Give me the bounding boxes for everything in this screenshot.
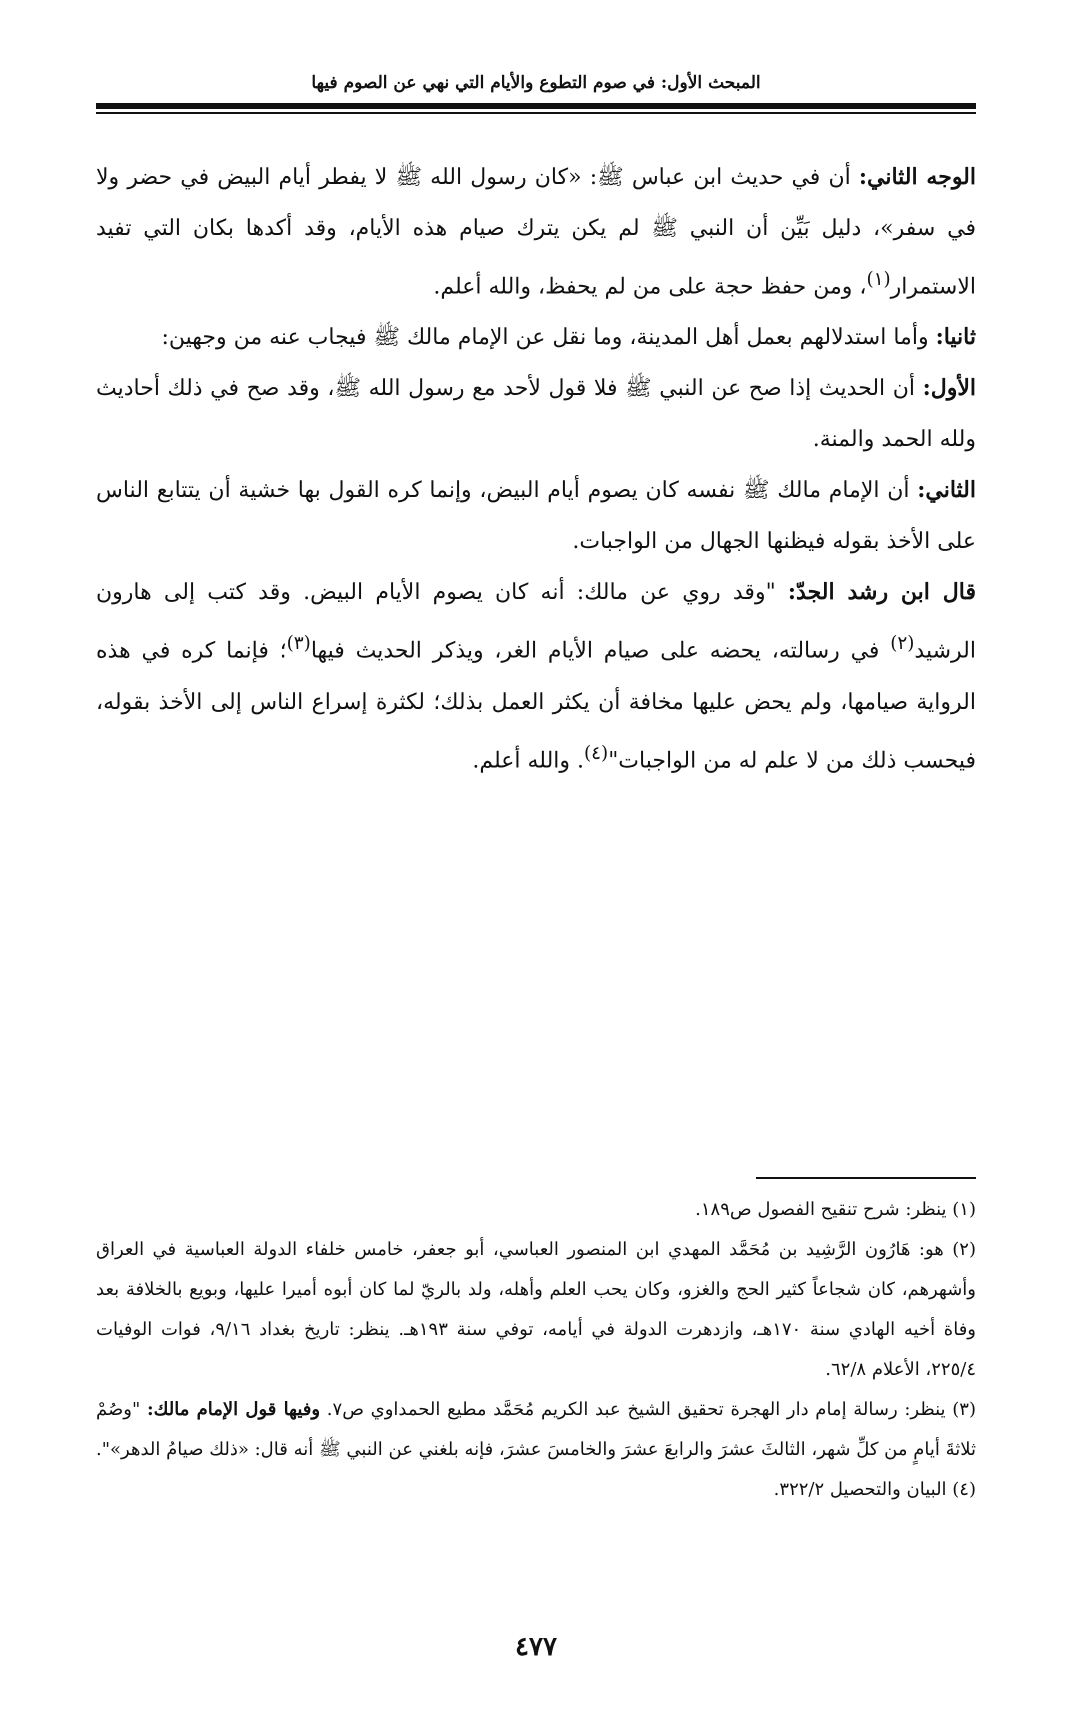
footnote-4: (٤) البيان والتحصيل ٣٢٢/٢. xyxy=(773,1479,976,1500)
paragraph-3-lead: الأول: xyxy=(922,375,976,402)
paragraph-1-lead: الوجه الثاني: xyxy=(858,164,976,190)
paragraph-2-lead: ثانيا: xyxy=(935,324,976,351)
paragraph-1-text-end: ، ومن حفظ حجة على من لم يحفظ، والله أعلم. xyxy=(433,274,867,300)
page-number: ٤٧٧ xyxy=(515,1632,557,1662)
footnote-3-quote: "وصُمْ ثلاثةَ أيامٍ من كلِّ شهر، الثالثَ عشرَ والرابعَ عشرَ والخامسَ عشرَ، فإنه بلغني عن النبي ﷺ أنه قال: «ذلك صيامُ الدهر»". xyxy=(96,1399,976,1460)
paragraph-4-text: أن الإمام مالك ﷺ نفسه كان يصوم أيام البيض، وإنما كره القول بها خشية أن يتتابع الناس على الأخذ بقوله فيظنها الجهال من الواجبات. xyxy=(96,478,976,555)
paragraph-2-text: وأما استدلالهم بعمل أهل المدينة، وما نقل عن الإمام مالك ﷺ فيجاب عنه من وجهين: xyxy=(161,325,929,351)
footnote-2: (٢) هو: هَارُون الرَّشِيد بن مُحَمَّد المهدي ابن المنصور العباسي، أبو جعفر، خامس خلفاء الدولة العباسية في العراق وأشهرهم، كان شجاعاً كثير الحج والغزو، وكان يحب العلم وأهله، ولد بالريّ لما كان أبوه أميرا عليها، وبويع بالخلافة بعد وفاة أخيه الهادي سنة ١٧٠هـ، وازدهرت الدولة في أيامه، توفي سنة ١٩٣هـ. ينظر: تاريخ بغداد ٩/١٦، فوات الوفيات ٢٢٥/٤، الأعلام ٦٢/٨. xyxy=(96,1239,977,1380)
footnote-3-bold: وفيها قول الإمام مالك: xyxy=(146,1399,321,1420)
footnote-1: (١) ينظر: شرح تنقيح الفصول ص١٨٩. xyxy=(695,1199,976,1220)
paragraph-4 xyxy=(96,465,976,567)
running-header: المبحث الأول: في صوم التطوع والأيام التي نهي عن الصوم فيها xyxy=(311,73,761,93)
header-rule-thick xyxy=(96,103,976,109)
paragraph-5-text-4: . والله أعلم. xyxy=(472,747,585,773)
paragraph-5-text-3: ؛ فإنما كره في هذه الرواية صيامها، ولم يحض عليها مخافة أن يكثر العمل بذلك؛ لكثرة إسراع الناس إلى الأخذ بقوله، فيحسب ذلك من لا علم له من الواجبات" xyxy=(96,638,976,773)
footnotes xyxy=(96,1190,976,1510)
footnote-ref-3: (٣) xyxy=(286,633,311,655)
footnote-ref-1: (١) xyxy=(866,269,891,290)
paragraph-5-text-1: "وقد روي عن مالك: أنه كان يصوم الأيام البيض. وقد كتب إلى هارون الرشيد xyxy=(96,580,976,664)
footnote-ref-2: (٢) xyxy=(890,633,915,655)
paragraph-2 xyxy=(96,312,976,363)
header-rule-thin xyxy=(96,112,976,114)
paragraph-1-text: أن في حديث ابن عباس ﷺ: «كان رسول الله ﷺ لا يفطر أيام البيض في حضر ولا في سفر»، دليل بَيِّن أن النبي ﷺ لم يكن يترك صيام هذه الأيام، وقد أكدها بكان التي تفيد الاستمرار xyxy=(96,165,976,300)
paragraph-3 xyxy=(96,363,976,465)
footnote-separator xyxy=(756,1177,976,1179)
paragraph-5-text-2: في رسالته، يحضه على صيام الأيام الغر، ويذكر الحديث فيها xyxy=(310,638,891,664)
paragraph-5 xyxy=(96,567,976,786)
footnote-ref-4: (٤) xyxy=(584,742,609,764)
paragraph-1 xyxy=(96,152,976,312)
paragraph-3-text: أن الحديث إذا صح عن النبي ﷺ فلا قول لأحد مع رسول الله ﷺ، وقد صح في ذلك أحاديث ولله الحمد والمنة. xyxy=(96,376,976,453)
paragraph-5-lead: قال ابن رشد الجدّ: xyxy=(787,579,976,606)
footnote-3 xyxy=(96,1390,976,1470)
footnote-3-text: (٣) ينظر: رسالة إمام دار الهجرة تحقيق الشيخ عبد الكريم مُحَمَّد مطيع الحمداوي ص٧. xyxy=(326,1399,976,1420)
main-text xyxy=(96,152,976,786)
paragraph-4-lead: الثاني: xyxy=(917,477,976,504)
